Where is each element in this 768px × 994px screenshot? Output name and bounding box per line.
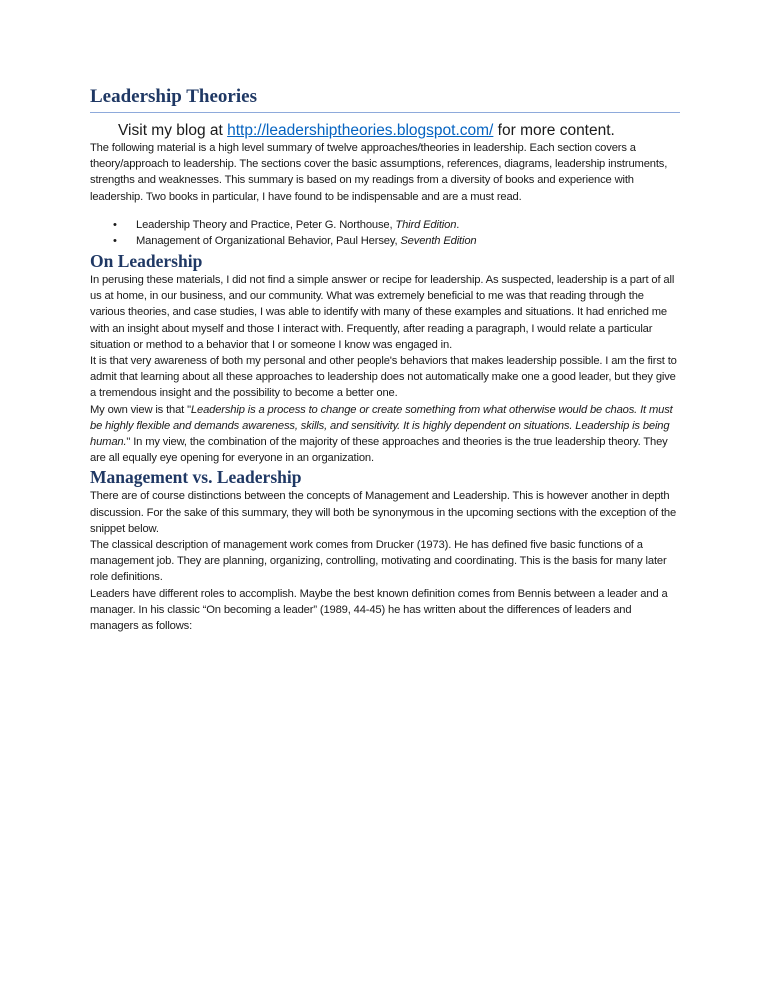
section-heading-management-vs-leadership: Management vs. Leadership [90,467,302,488]
mgmt-paragraph-3: Leaders have different roles to accomplish. Maybe the best known definition comes from Bennis between a leader and a manager. In his classic “On becoming a leader” (1989, 44-45) he has written about the differences of leaders and managers as follows: [90,587,668,633]
reference-text: Leadership Theory and Practice, Peter G. Northouse, [136,218,396,231]
document-page [90,86,680,634]
section-heading-on-leadership: On Leadership [90,251,203,271]
blog-link[interactable]: http://leadershiptheories.blogspot.com/ [227,122,494,139]
bullet-icon: • [113,218,117,231]
intro-paragraph: The following material is a high level summary of twelve approaches/theories in leadership. Each section covers a theory/approach to leadership. The sections cover the basic assumptions, references, diagrams, leadership instruments, strengths and weaknesses. This summary is based on my readings from a diversity of books and experience with leadership. Two books in particular, I have found to be indispensable and are a must read. [90,142,668,203]
reference-list [90,217,680,250]
reference-edition: Seventh Edition [400,235,477,248]
reference-text: Management of Organizational Behavior, Paul Hersey, [136,235,401,248]
list-item [90,233,680,250]
bullet-icon: • [113,235,117,248]
blog-prefix: Visit my blog at [118,122,228,139]
mgmt-paragraph-1: There are of course distinctions between the concepts of Management and Leadership. This is however another in depth discussion. For the sake of this summary, they will both be synonymous in the upcoming sections with the exception of the snippet below. [90,490,677,535]
leadership-quote: Leadership is a process to change or create something from what otherwise would be chaos. It must be highly flexible and demands awareness, skills, and sensitivity. It is highly dependent on situations. Leadership is being human. [90,403,673,449]
blog-line [118,122,680,140]
reference-end: . [456,218,460,231]
reference-edition: Third Edition [395,218,457,231]
on-leadership-paragraph-2: It is that very awareness of both my personal and other people's behaviors that makes leadership possible. I am the first to admit that learning about all these approaches to leadership does not automatically make one a good leader, but they give a tremendous insight and the possibility to become a better one. [90,355,677,400]
on-leadership-paragraph-1: In perusing these materials, I did not find a simple answer or recipe for leadership. As suspected, leadership is a part of all us at home, in our business, and our community. What was extremely beneficial to me was that reading through the various theories, and case studies, I was able to identify with many of these examples and situations. It had enriched me with an insight about myself and those I interact with. Frequently, after reading a paragraph, I would relate a particular situation or method to a behavior that I or someone I know was engaged in. [90,274,675,351]
list-item [90,217,680,234]
quote-follow-up: " In my view, the combination of the majority of these approaches and theories is the true leadership theory. They are all equally eye opening for everyone in an organization. [90,436,668,465]
document-title: Leadership Theories [90,86,680,113]
on-leadership-paragraph-3 [90,402,680,467]
blog-suffix: for more content. [493,122,615,139]
mgmt-paragraph-2: The classical description of management work comes from Drucker (1973). He has defined five basic functions of a management job. They are planning, organizing, controlling, motivating and coordinating. This is the basis for many later role definitions. [90,539,667,584]
quote-lead-in: My own view is that " [90,403,191,416]
